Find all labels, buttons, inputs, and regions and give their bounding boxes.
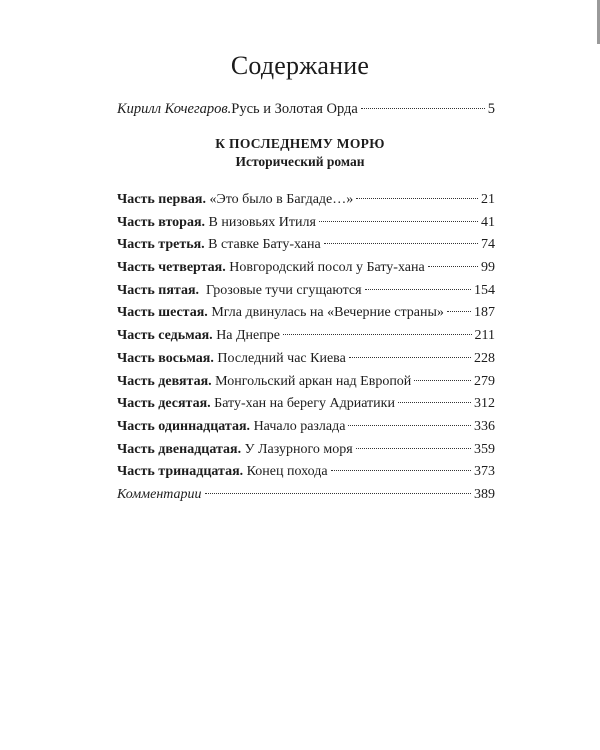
- section-subtitle: Исторический роман: [235, 154, 365, 169]
- toc-entry: [117, 260, 495, 283]
- chapter-title: «Это было в Багдаде…»: [209, 192, 354, 207]
- dot-leader: [361, 108, 485, 109]
- part-label: Часть шестая.: [117, 305, 208, 321]
- page-number: 41: [481, 214, 495, 230]
- part-label: Часть восьмая.: [117, 350, 214, 366]
- toc-entry: [117, 442, 495, 465]
- chapter-title: Грозовые тучи сгущаются: [206, 282, 362, 298]
- page-number: 373: [474, 464, 495, 480]
- toc-entry: [117, 328, 495, 351]
- dot-leader: [283, 334, 472, 335]
- chapter-title: В низовьях Итиля: [208, 214, 316, 230]
- comments-title: Комментарии: [117, 486, 202, 502]
- chapter-title: Мгла двинулась на «Вечерние страны»: [211, 305, 444, 321]
- dot-leader: [356, 448, 471, 449]
- dot-leader: [365, 289, 471, 290]
- part-label: Часть пятая.: [117, 282, 200, 298]
- toc-entry: [117, 305, 495, 328]
- dot-leader: [331, 470, 471, 471]
- toc-entry: [117, 374, 495, 397]
- dot-leader: [428, 266, 478, 267]
- dot-leader: [324, 243, 478, 244]
- page-number: 187: [474, 305, 495, 321]
- intro-page-number: 5: [487, 101, 495, 117]
- part-label: Часть десятая.: [117, 396, 211, 412]
- chapter-title: В ставке Бату-хана: [208, 237, 321, 253]
- chapter-title: Начало разлада: [253, 418, 346, 434]
- toc-entry: [117, 396, 495, 419]
- dot-leader: [447, 311, 471, 312]
- intro-title: Русь и Золотая Орда: [231, 101, 358, 117]
- chapter-title: Конец похода: [246, 464, 328, 480]
- dot-leader: [356, 198, 478, 199]
- part-label: Часть тринадцатая.: [117, 464, 244, 480]
- chapter-title: Последний час Киева: [217, 350, 346, 366]
- toc-entry: [117, 237, 495, 260]
- chapter-title: Монгольский аркан над Европой: [215, 373, 412, 389]
- page-number: 99: [481, 260, 495, 276]
- part-label: Часть девятая.: [117, 373, 212, 389]
- dot-leader: [414, 380, 471, 381]
- part-label: Часть одиннадцатая.: [117, 418, 251, 434]
- chapter-title: Бату-хан на берегу Адриатики: [214, 396, 395, 412]
- page-number: 312: [474, 396, 495, 412]
- table-of-contents: [117, 192, 495, 510]
- page-number: 154: [474, 282, 495, 298]
- page-number: 21: [481, 192, 495, 207]
- dot-leader: [205, 493, 471, 494]
- part-label: Часть первая.: [117, 192, 206, 207]
- chapter-title: У Лазурного моря: [244, 441, 353, 457]
- toc-entry: [117, 192, 495, 215]
- part-label: Часть вторая.: [117, 214, 206, 230]
- toc-entry: [117, 283, 495, 306]
- part-label: Часть четвертая.: [117, 260, 226, 276]
- dot-leader: [398, 402, 471, 403]
- toc-entry-comments: [117, 487, 495, 510]
- chapter-title: Новгородский посол у Бату-хана: [229, 260, 425, 276]
- page-number: 279: [474, 373, 495, 389]
- toc-entry: [117, 351, 495, 374]
- page-number: 74: [481, 237, 495, 253]
- page-title: Содержание: [230, 51, 370, 81]
- toc-entry-intro: [117, 101, 495, 118]
- toc-entry: [117, 464, 495, 487]
- toc-entry: [117, 419, 495, 442]
- page-number: 389: [474, 486, 495, 502]
- part-label: Часть третья.: [117, 237, 205, 253]
- page-number: 359: [474, 441, 495, 457]
- dot-leader: [319, 221, 478, 222]
- page-number: 228: [474, 350, 495, 366]
- chapter-title: На Днепре: [216, 328, 280, 344]
- page-number: 211: [474, 328, 495, 344]
- page-number: 336: [474, 418, 495, 434]
- part-label: Часть седьмая.: [117, 328, 213, 344]
- section-title: К ПОСЛЕДНЕМУ МОРЮ: [215, 136, 385, 151]
- part-label: Часть двенадцатая.: [117, 441, 242, 457]
- intro-author: Кирилл Кочегаров.: [117, 101, 232, 117]
- dot-leader: [349, 357, 471, 358]
- toc-entry: [117, 215, 495, 238]
- dot-leader: [348, 425, 471, 426]
